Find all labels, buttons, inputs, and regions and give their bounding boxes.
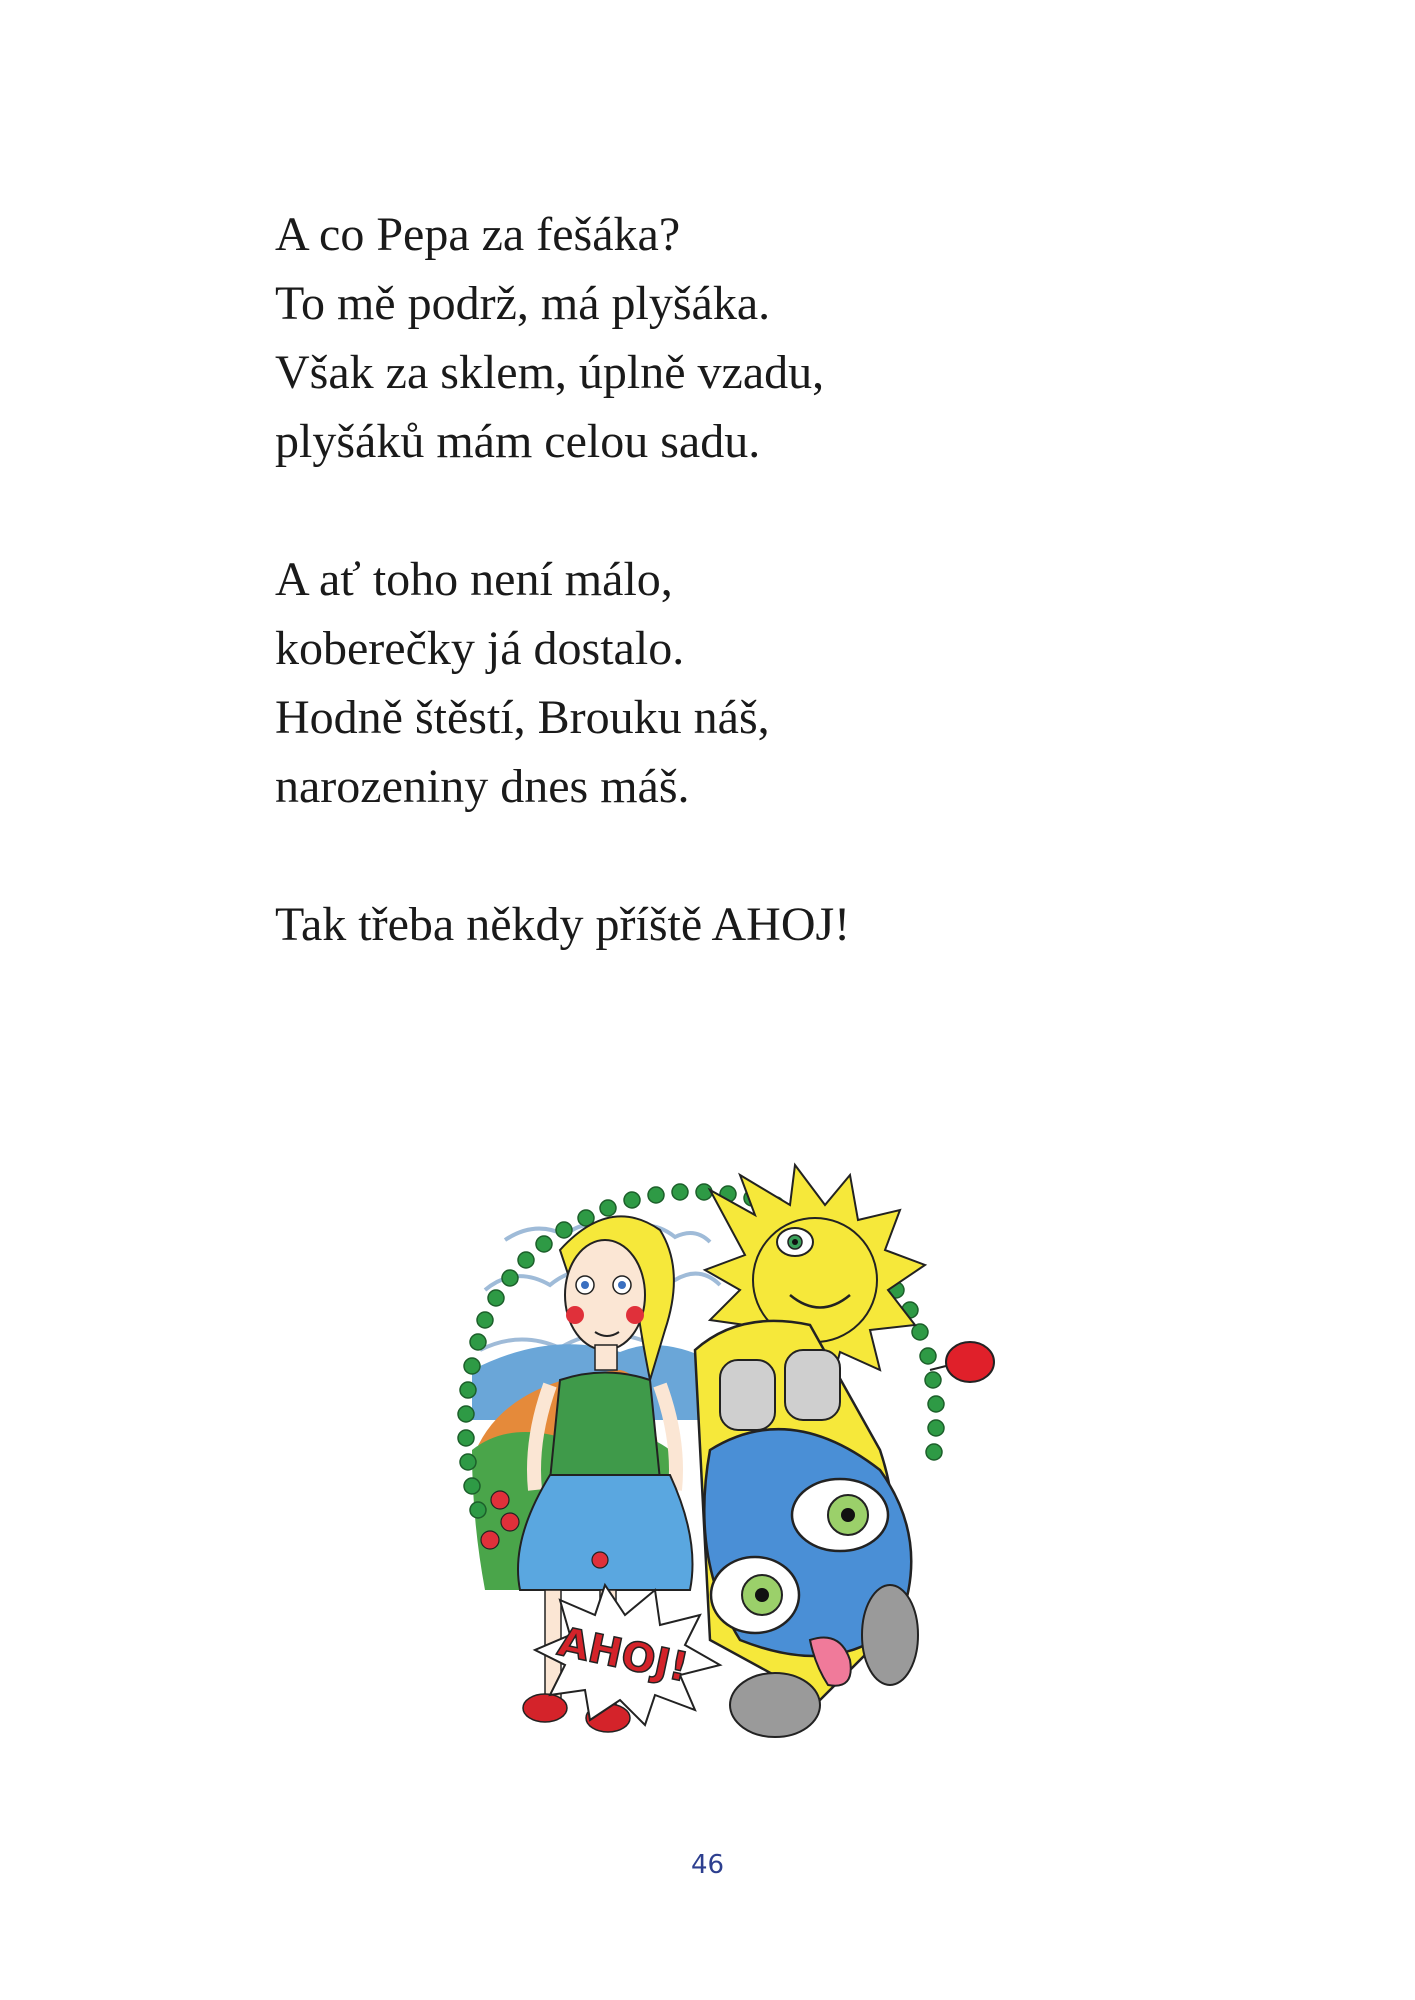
poem-line: Však za sklem, úplně vzadu,: [275, 346, 825, 399]
page-number: 46: [690, 1850, 725, 1880]
poem-line: A ať toho není málo,: [275, 553, 673, 606]
poem: [275, 200, 850, 959]
stanza-1: [275, 200, 850, 476]
stanza-2: [275, 545, 850, 821]
poem-line: Hodně štěstí, Brouku náš,: [275, 691, 770, 744]
ahoj-label: AHOJ!: [553, 1618, 693, 1692]
poem-line: A co Pepa za fešáka?: [275, 208, 681, 261]
poem-line: narozeniny dnes máš.: [275, 760, 690, 813]
stanza-3: [275, 890, 850, 959]
poem-line: Tak třeba někdy příště AHOJ!: [275, 898, 851, 951]
ahoj-illustration: [410, 1120, 1020, 1760]
poem-line: plyšáků mám celou sadu.: [275, 415, 761, 468]
poem-line: To mě podrž, má plyšáka.: [275, 277, 771, 330]
poem-line: koberečky já dostalo.: [275, 622, 685, 675]
